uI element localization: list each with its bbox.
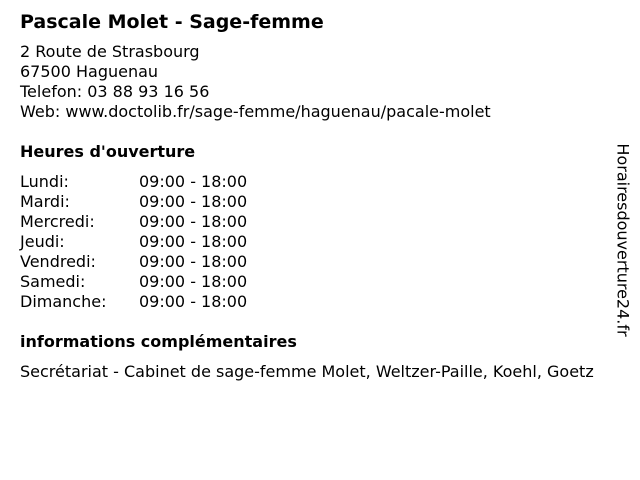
day-label: Dimanche: — [20, 292, 107, 311]
hours-row-monday — [20, 172, 620, 192]
hours-row-sunday — [20, 292, 620, 312]
additional-info-text: Secrétariat - Cabinet de sage-femme Molet, Weltzer-Paille, Koehl, Goetz — [20, 362, 594, 381]
time-range: 09:00 - 18:00 — [139, 172, 248, 191]
hours-row-tuesday — [20, 192, 620, 212]
time-range: 09:00 - 18:00 — [139, 292, 248, 311]
day-label: Vendredi: — [20, 252, 96, 271]
day-label: Lundi: — [20, 172, 69, 191]
business-name: Pascale Molet - Sage-femme — [20, 11, 324, 33]
additional-info-heading: informations complémentaires — [20, 332, 297, 351]
time-range: 09:00 - 18:00 — [139, 192, 248, 211]
hours-row-wednesday — [20, 212, 620, 232]
address-line-2: 67500 Haguenau — [20, 62, 159, 81]
time-range: 09:00 - 18:00 — [139, 252, 248, 271]
day-label: Samedi: — [20, 272, 86, 291]
hours-row-thursday — [20, 232, 620, 252]
day-label: Mardi: — [20, 192, 70, 211]
time-range: 09:00 - 18:00 — [139, 212, 248, 231]
opening-hours-list — [20, 172, 620, 312]
day-label: Mercredi: — [20, 212, 95, 231]
day-label: Jeudi: — [20, 232, 65, 251]
phone-number: Telefon: 03 88 93 16 56 — [20, 82, 210, 101]
site-watermark: Horairesdouverture24.fr — [613, 143, 633, 337]
address-line-1: 2 Route de Strasbourg — [20, 42, 200, 61]
hours-row-friday — [20, 252, 620, 272]
opening-hours-heading: Heures d'ouverture — [20, 142, 196, 161]
time-range: 09:00 - 18:00 — [139, 272, 248, 291]
business-card — [20, 10, 620, 382]
hours-row-saturday — [20, 272, 620, 292]
time-range: 09:00 - 18:00 — [139, 232, 248, 251]
website-link[interactable]: Web: www.doctolib.fr/sage-femme/haguenau/pacale-molet — [20, 102, 491, 121]
